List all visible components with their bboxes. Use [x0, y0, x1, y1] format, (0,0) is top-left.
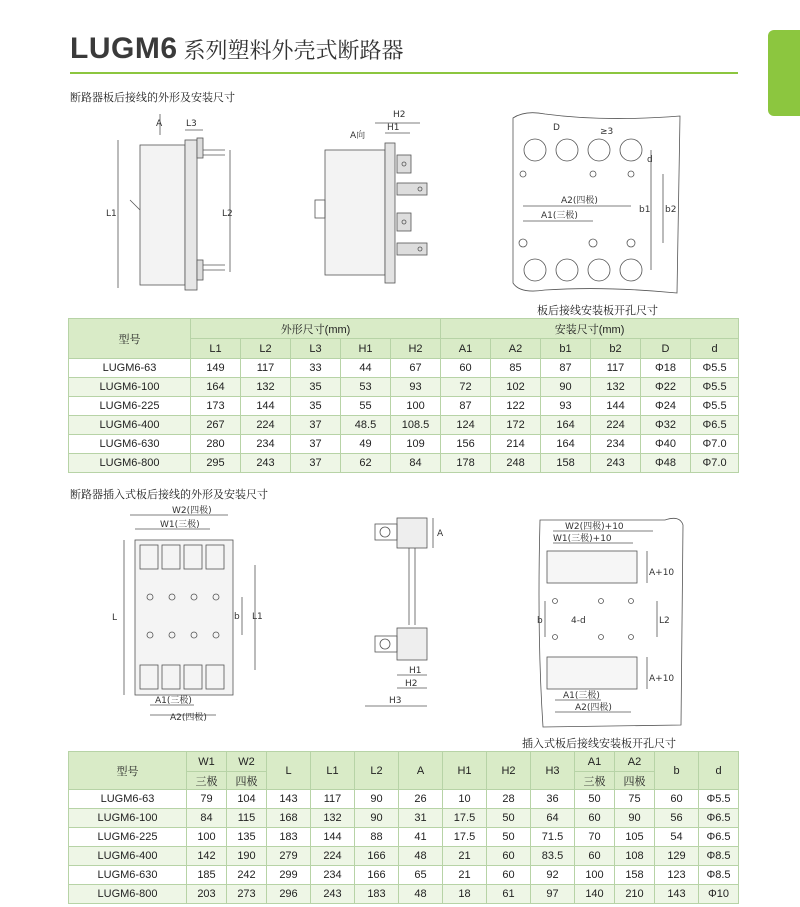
- t1-col: D: [641, 339, 691, 359]
- value-cell: 37: [291, 416, 341, 435]
- label-b1: b1: [639, 205, 651, 215]
- table-row: [69, 847, 739, 866]
- value-cell: 36: [531, 790, 575, 809]
- value-cell: 49: [341, 435, 391, 454]
- model-cell: LUGM6-63: [69, 790, 187, 809]
- model-cell: LUGM6-100: [69, 809, 187, 828]
- value-cell: 10: [443, 790, 487, 809]
- label-l2-s2: L2: [659, 616, 670, 626]
- value-cell: 295: [191, 454, 241, 473]
- label-ap10-top: A+10: [649, 568, 675, 578]
- value-cell: 37: [291, 435, 341, 454]
- model-cell: LUGM6-800: [69, 454, 191, 473]
- title-model: LUGM6: [70, 32, 178, 65]
- value-cell: 296: [267, 885, 311, 904]
- value-cell: 88: [355, 828, 399, 847]
- value-cell: Φ5.5: [691, 397, 739, 416]
- t1-col: A2: [491, 339, 541, 359]
- t1-col: d: [691, 339, 739, 359]
- value-cell: 123: [655, 866, 699, 885]
- value-cell: 60: [487, 866, 531, 885]
- value-cell: 102: [491, 378, 541, 397]
- value-cell: 100: [391, 397, 441, 416]
- value-cell: 60: [487, 847, 531, 866]
- value-cell: 143: [267, 790, 311, 809]
- value-cell: Φ6.5: [691, 416, 739, 435]
- value-cell: Φ6.5: [699, 809, 739, 828]
- value-cell: 243: [591, 454, 641, 473]
- t2-sub: 三极: [187, 772, 227, 790]
- value-cell: 140: [575, 885, 615, 904]
- value-cell: 129: [655, 847, 699, 866]
- t2-col: A1: [575, 752, 615, 772]
- value-cell: 183: [355, 885, 399, 904]
- label-l2: L2: [222, 209, 233, 219]
- table-row: [69, 885, 739, 904]
- value-cell: Φ18: [641, 359, 691, 378]
- value-cell: 279: [267, 847, 311, 866]
- value-cell: 44: [341, 359, 391, 378]
- t2-sub: 四极: [615, 772, 655, 790]
- label-h1-s2: H1: [409, 666, 422, 676]
- value-cell: 108.5: [391, 416, 441, 435]
- table-row: [69, 416, 739, 435]
- section1-label: 断路器板后接线的外形及安装尺寸: [70, 91, 235, 104]
- value-cell: 18: [443, 885, 487, 904]
- label-d-big: D: [553, 123, 560, 133]
- mounting-plate-2: [535, 515, 685, 730]
- t2-col: L: [267, 752, 311, 790]
- value-cell: 84: [187, 809, 227, 828]
- t2-col: H2: [487, 752, 531, 790]
- t2-col: H1: [443, 752, 487, 790]
- value-cell: 93: [541, 397, 591, 416]
- value-cell: 224: [241, 416, 291, 435]
- value-cell: Φ5.5: [691, 359, 739, 378]
- model-cell: LUGM6-100: [69, 378, 191, 397]
- value-cell: 56: [655, 809, 699, 828]
- value-cell: 273: [227, 885, 267, 904]
- title-rule: [70, 72, 738, 74]
- value-cell: 72: [441, 378, 491, 397]
- label-w2p: W2(四极)+10: [565, 522, 624, 532]
- value-cell: Φ8.5: [699, 847, 739, 866]
- t1-col: A1: [441, 339, 491, 359]
- model-cell: LUGM6-400: [69, 847, 187, 866]
- value-cell: Φ6.5: [699, 828, 739, 847]
- value-cell: Φ5.5: [699, 790, 739, 809]
- t2-sub: 三极: [575, 772, 615, 790]
- value-cell: 90: [541, 378, 591, 397]
- value-cell: 117: [591, 359, 641, 378]
- value-cell: 224: [591, 416, 641, 435]
- value-cell: 41: [399, 828, 443, 847]
- value-cell: 60: [655, 790, 699, 809]
- value-cell: 31: [399, 809, 443, 828]
- label-4d: 4-d: [571, 616, 586, 626]
- t1-col: H1: [341, 339, 391, 359]
- table-row: [69, 397, 739, 416]
- value-cell: 115: [227, 809, 267, 828]
- model-cell: LUGM6-800: [69, 885, 187, 904]
- value-cell: 164: [541, 435, 591, 454]
- value-cell: 173: [191, 397, 241, 416]
- title-text: 系列塑料外壳式断路器: [183, 39, 404, 64]
- value-cell: 132: [241, 378, 291, 397]
- label-a-s2: A: [437, 529, 444, 539]
- model-cell: LUGM6-225: [69, 828, 187, 847]
- value-cell: 183: [267, 828, 311, 847]
- value-cell: 203: [187, 885, 227, 904]
- value-cell: 87: [541, 359, 591, 378]
- t1-head-model: 型号: [69, 319, 191, 359]
- table-row: [69, 378, 739, 397]
- t2-col: H3: [531, 752, 575, 790]
- value-cell: 158: [541, 454, 591, 473]
- value-cell: 54: [655, 828, 699, 847]
- value-cell: 48: [399, 847, 443, 866]
- t2-col: W2: [227, 752, 267, 772]
- value-cell: 135: [227, 828, 267, 847]
- plugin-side-view: [345, 510, 455, 710]
- label-w1: W1(三极): [160, 520, 200, 530]
- value-cell: 37: [291, 454, 341, 473]
- value-cell: 210: [615, 885, 655, 904]
- t1-col: b1: [541, 339, 591, 359]
- value-cell: 50: [575, 790, 615, 809]
- label-w2: W2(四极): [172, 506, 212, 516]
- value-cell: Φ48: [641, 454, 691, 473]
- value-cell: 166: [355, 847, 399, 866]
- value-cell: 70: [575, 828, 615, 847]
- value-cell: 243: [311, 885, 355, 904]
- value-cell: Φ8.5: [699, 866, 739, 885]
- t2-col: b: [655, 752, 699, 790]
- value-cell: 242: [227, 866, 267, 885]
- value-cell: 33: [291, 359, 341, 378]
- t2-col: L2: [355, 752, 399, 790]
- value-cell: 122: [491, 397, 541, 416]
- label-a2-s2: A2(四极): [170, 713, 207, 723]
- value-cell: 28: [487, 790, 531, 809]
- label-b: b: [234, 612, 240, 622]
- value-cell: 75: [615, 790, 655, 809]
- value-cell: 190: [227, 847, 267, 866]
- value-cell: 90: [615, 809, 655, 828]
- value-cell: 224: [311, 847, 355, 866]
- value-cell: Φ10: [699, 885, 739, 904]
- table-row: [69, 435, 739, 454]
- t1-col: b2: [591, 339, 641, 359]
- value-cell: 97: [531, 885, 575, 904]
- t2-col: W1: [187, 752, 227, 772]
- value-cell: 168: [267, 809, 311, 828]
- breaker-a-view: [315, 105, 465, 285]
- value-cell: 61: [487, 885, 531, 904]
- mounting-plate-1: [505, 108, 685, 298]
- label-a2-plate: A2(四极): [575, 703, 612, 713]
- t1-col: L1: [191, 339, 241, 359]
- value-cell: Φ40: [641, 435, 691, 454]
- value-cell: 267: [191, 416, 241, 435]
- table-row: [69, 828, 739, 847]
- value-cell: 142: [187, 847, 227, 866]
- section1-caption: 板后接线安装板开孔尺寸: [537, 304, 658, 317]
- value-cell: 90: [355, 790, 399, 809]
- model-cell: LUGM6-63: [69, 359, 191, 378]
- model-cell: LUGM6-630: [69, 866, 187, 885]
- value-cell: 60: [575, 809, 615, 828]
- t2-col: d: [699, 752, 739, 790]
- value-cell: 90: [355, 809, 399, 828]
- model-cell: LUGM6-225: [69, 397, 191, 416]
- model-cell: LUGM6-630: [69, 435, 191, 454]
- value-cell: Φ5.5: [691, 378, 739, 397]
- t2-sub: 四极: [227, 772, 267, 790]
- table-row: [69, 809, 739, 828]
- value-cell: 124: [441, 416, 491, 435]
- plugin-front-view: [110, 505, 270, 723]
- value-cell: Φ7.0: [691, 454, 739, 473]
- value-cell: 172: [491, 416, 541, 435]
- value-cell: 166: [355, 866, 399, 885]
- value-cell: 234: [591, 435, 641, 454]
- model-cell: LUGM6-400: [69, 416, 191, 435]
- value-cell: 299: [267, 866, 311, 885]
- table-row: [69, 454, 739, 473]
- value-cell: 105: [615, 828, 655, 847]
- value-cell: 60: [575, 847, 615, 866]
- label-l1: L1: [106, 209, 117, 219]
- value-cell: 132: [311, 809, 355, 828]
- value-cell: 60: [441, 359, 491, 378]
- label-b2: b2: [665, 205, 677, 215]
- label-ap10-bottom: A+10: [649, 674, 675, 684]
- value-cell: Φ32: [641, 416, 691, 435]
- label-h2: H2: [393, 110, 406, 120]
- value-cell: 53: [341, 378, 391, 397]
- value-cell: 17.5: [443, 828, 487, 847]
- value-cell: 35: [291, 397, 341, 416]
- section2-caption: 插入式板后接线安装板开孔尺寸: [522, 737, 676, 750]
- section2-label: 断路器插入式板后接线的外形及安装尺寸: [70, 488, 268, 501]
- label-ge3: ≥3: [600, 127, 614, 137]
- value-cell: 158: [615, 866, 655, 885]
- value-cell: 62: [341, 454, 391, 473]
- value-cell: Φ22: [641, 378, 691, 397]
- value-cell: 84: [391, 454, 441, 473]
- value-cell: 67: [391, 359, 441, 378]
- value-cell: 144: [591, 397, 641, 416]
- t2-col: A: [399, 752, 443, 790]
- value-cell: 156: [441, 435, 491, 454]
- value-cell: 144: [311, 828, 355, 847]
- label-w1p: W1(三极)+10: [553, 534, 612, 544]
- label-a-dir: A向: [350, 131, 366, 141]
- value-cell: 85: [491, 359, 541, 378]
- label-a1: A1(三极): [541, 211, 578, 221]
- value-cell: 104: [227, 790, 267, 809]
- value-cell: 234: [311, 866, 355, 885]
- label-h2-s2: H2: [405, 679, 418, 689]
- t2-col: A2: [615, 752, 655, 772]
- value-cell: 100: [575, 866, 615, 885]
- value-cell: 55: [341, 397, 391, 416]
- value-cell: 143: [655, 885, 699, 904]
- label-l3: L3: [186, 119, 197, 129]
- value-cell: 144: [241, 397, 291, 416]
- value-cell: 48: [399, 885, 443, 904]
- spec-table-2: [68, 751, 739, 904]
- value-cell: 117: [311, 790, 355, 809]
- value-cell: Φ24: [641, 397, 691, 416]
- value-cell: 178: [441, 454, 491, 473]
- value-cell: 92: [531, 866, 575, 885]
- table-row: [69, 790, 739, 809]
- value-cell: 108: [615, 847, 655, 866]
- t2-col: L1: [311, 752, 355, 790]
- value-cell: 243: [241, 454, 291, 473]
- value-cell: 164: [191, 378, 241, 397]
- label-a1-plate: A1(三极): [563, 691, 600, 701]
- value-cell: 100: [187, 828, 227, 847]
- side-tab: [768, 30, 800, 116]
- value-cell: 234: [241, 435, 291, 454]
- table-row: [69, 866, 739, 885]
- value-cell: 248: [491, 454, 541, 473]
- table-row: [69, 359, 739, 378]
- value-cell: 71.5: [531, 828, 575, 847]
- value-cell: 93: [391, 378, 441, 397]
- t1-col: L3: [291, 339, 341, 359]
- value-cell: 26: [399, 790, 443, 809]
- value-cell: 50: [487, 828, 531, 847]
- value-cell: 280: [191, 435, 241, 454]
- value-cell: 87: [441, 397, 491, 416]
- value-cell: 132: [591, 378, 641, 397]
- t1-col: H2: [391, 339, 441, 359]
- label-a2: A2(四极): [561, 196, 598, 206]
- label-l: L: [112, 613, 118, 623]
- value-cell: 185: [187, 866, 227, 885]
- page-title: [70, 32, 404, 66]
- value-cell: 64: [531, 809, 575, 828]
- value-cell: 35: [291, 378, 341, 397]
- t1-head-outline: 外形尺寸(mm): [191, 319, 441, 339]
- label-h1: H1: [387, 123, 400, 133]
- label-a: A: [156, 119, 163, 129]
- value-cell: 50: [487, 809, 531, 828]
- value-cell: 17.5: [443, 809, 487, 828]
- value-cell: 21: [443, 866, 487, 885]
- t1-col: L2: [241, 339, 291, 359]
- value-cell: 83.5: [531, 847, 575, 866]
- spec-table-1: [68, 318, 739, 473]
- label-l1-s2: L1: [252, 612, 263, 622]
- value-cell: 149: [191, 359, 241, 378]
- breaker-side-view: [100, 110, 250, 310]
- value-cell: 48.5: [341, 416, 391, 435]
- t2-head-model: 型号: [69, 752, 187, 790]
- label-a1-s2: A1(三极): [155, 696, 192, 706]
- value-cell: 117: [241, 359, 291, 378]
- value-cell: 65: [399, 866, 443, 885]
- value-cell: 79: [187, 790, 227, 809]
- label-h3: H3: [389, 696, 402, 706]
- value-cell: 109: [391, 435, 441, 454]
- value-cell: 214: [491, 435, 541, 454]
- value-cell: Φ7.0: [691, 435, 739, 454]
- value-cell: 21: [443, 847, 487, 866]
- t1-head-mount: 安装尺寸(mm): [441, 319, 739, 339]
- label-d-small: d: [647, 155, 653, 165]
- value-cell: 164: [541, 416, 591, 435]
- label-b-plate: b: [537, 616, 543, 626]
